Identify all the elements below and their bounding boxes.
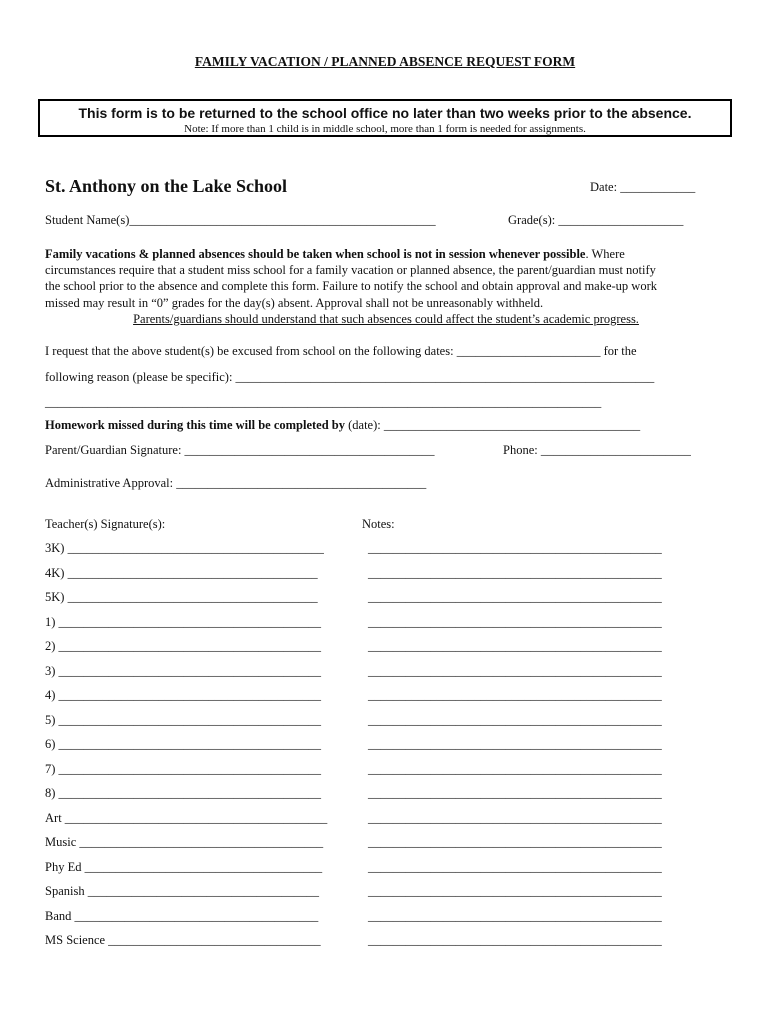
notice-sub-text: Note: If more than 1 child is in middle school, more than 1 form is needed for assignments. <box>184 123 586 135</box>
homework-completion-field[interactable] <box>45 418 640 433</box>
teacher-signature-line[interactable]: 5K) ________________________________________ <box>45 590 318 604</box>
teacher-signature-line[interactable]: 7) __________________________________________ <box>45 761 322 776</box>
teacher-signature-line[interactable]: 2) __________________________________________ <box>45 639 322 653</box>
school-name: St. Anthony on the Lake School <box>45 176 288 196</box>
policy-bold-text: Family vacations & planned absences should be taken when school is not in session whenever possible <box>45 247 586 261</box>
student-name-field[interactable]: Student Name(s)_________________________________________________ <box>45 213 436 227</box>
notes-line[interactable]: _______________________________________________ <box>368 663 662 678</box>
notice-box <box>38 99 732 137</box>
teacher-signature-line[interactable]: 8) __________________________________________ <box>45 786 322 800</box>
notes-line[interactable]: _______________________________________________ <box>368 565 662 580</box>
notes-line[interactable]: _______________________________________________ <box>368 761 662 776</box>
notes-line[interactable]: _______________________________________________ <box>368 786 662 800</box>
date-field[interactable]: Date: ____________ <box>590 180 696 194</box>
parent-signature-field[interactable]: Parent/Guardian Signature: ________________________________________ <box>45 443 435 457</box>
grade-field[interactable]: Grade(s): ____________________ <box>508 213 684 227</box>
policy-line1-rest: . Where <box>585 247 625 261</box>
policy-line2: circumstances require that a student miss school for a family vacation or planned absence, the parent/guardian must notify <box>45 263 656 278</box>
notes-line[interactable]: _______________________________________________ <box>368 639 662 653</box>
teacher-signature-line[interactable]: Music _______________________________________ <box>45 835 324 849</box>
policy-line4: missed may result in “0” grades for the day(s) absent. Approval shall not be unreasonably withheld. <box>45 295 544 310</box>
phone-field[interactable]: Phone: ________________________ <box>503 443 691 457</box>
form-title: FAMILY VACATION / PLANNED ABSENCE REQUEST FORM <box>194 54 576 69</box>
notice-main-text: This form is to be returned to the school office no later than two weeks prior to the absence. <box>78 105 692 121</box>
teacher-signature-line[interactable]: Phy Ed ______________________________________ <box>45 859 323 874</box>
notes-line[interactable]: _______________________________________________ <box>368 835 662 849</box>
teacher-signature-line[interactable]: 4) __________________________________________ <box>45 688 322 702</box>
notes-header: Notes: <box>362 517 395 531</box>
teacher-signature-line[interactable]: 5) __________________________________________ <box>45 712 322 727</box>
policy-line3: the school prior to the absence and complete this form. Failure to notify the school and obtain approval and make-up work <box>45 279 657 294</box>
teacher-signature-line[interactable]: 3) __________________________________________ <box>45 663 322 678</box>
notes-line[interactable]: _______________________________________________ <box>368 541 662 555</box>
notes-line[interactable]: _______________________________________________ <box>368 712 662 727</box>
admin-approval-field[interactable]: Administrative Approval: ________________________________________ <box>45 476 427 490</box>
policy-line5: Parents/guardians should understand that such absences could affect the student’s academic progress. <box>133 311 639 326</box>
teacher-signature-line[interactable]: 3K) _________________________________________ <box>45 541 324 555</box>
teacher-signature-line[interactable]: 1) __________________________________________ <box>45 614 322 629</box>
notes-line[interactable]: _______________________________________________ <box>368 688 662 702</box>
notes-line[interactable]: _______________________________________________ <box>368 614 662 629</box>
notes-line[interactable]: _______________________________________________ <box>368 859 662 874</box>
notes-line[interactable]: _______________________________________________ <box>368 933 662 947</box>
teacher-signature-line[interactable]: MS Science __________________________________ <box>45 933 321 947</box>
teacher-signatures-header: Teacher(s) Signature(s): <box>45 517 166 531</box>
teacher-signature-line[interactable]: 4K) ________________________________________ <box>45 565 318 580</box>
teacher-signature-line[interactable]: 6) __________________________________________ <box>45 737 322 751</box>
notes-line[interactable]: _______________________________________________ <box>368 810 662 825</box>
teacher-signature-line[interactable]: Band _______________________________________ <box>45 908 319 923</box>
homework-label: Homework missed during this time will be completed by <box>45 418 345 432</box>
teacher-signature-line[interactable]: Art __________________________________________ <box>45 810 328 825</box>
reason-field[interactable]: following reason (please be specific): ___________________________________________________________________ <box>45 370 655 384</box>
teacher-signature-line[interactable]: Spanish _____________________________________ <box>45 884 319 898</box>
notes-line[interactable]: _______________________________________________ <box>368 737 662 751</box>
policy-paragraph <box>45 246 727 327</box>
notes-line[interactable]: _______________________________________________ <box>368 908 662 923</box>
request-dates-field[interactable]: I request that the above student(s) be excused from school on the following dates: _______________________ for the <box>45 344 637 358</box>
notes-line[interactable]: _______________________________________________ <box>368 884 662 898</box>
notes-line[interactable]: _______________________________________________ <box>368 590 662 604</box>
reason-field-line2[interactable]: _________________________________________________________________________________________ <box>45 395 602 409</box>
homework-date-line: (date): _________________________________________ <box>345 418 641 432</box>
